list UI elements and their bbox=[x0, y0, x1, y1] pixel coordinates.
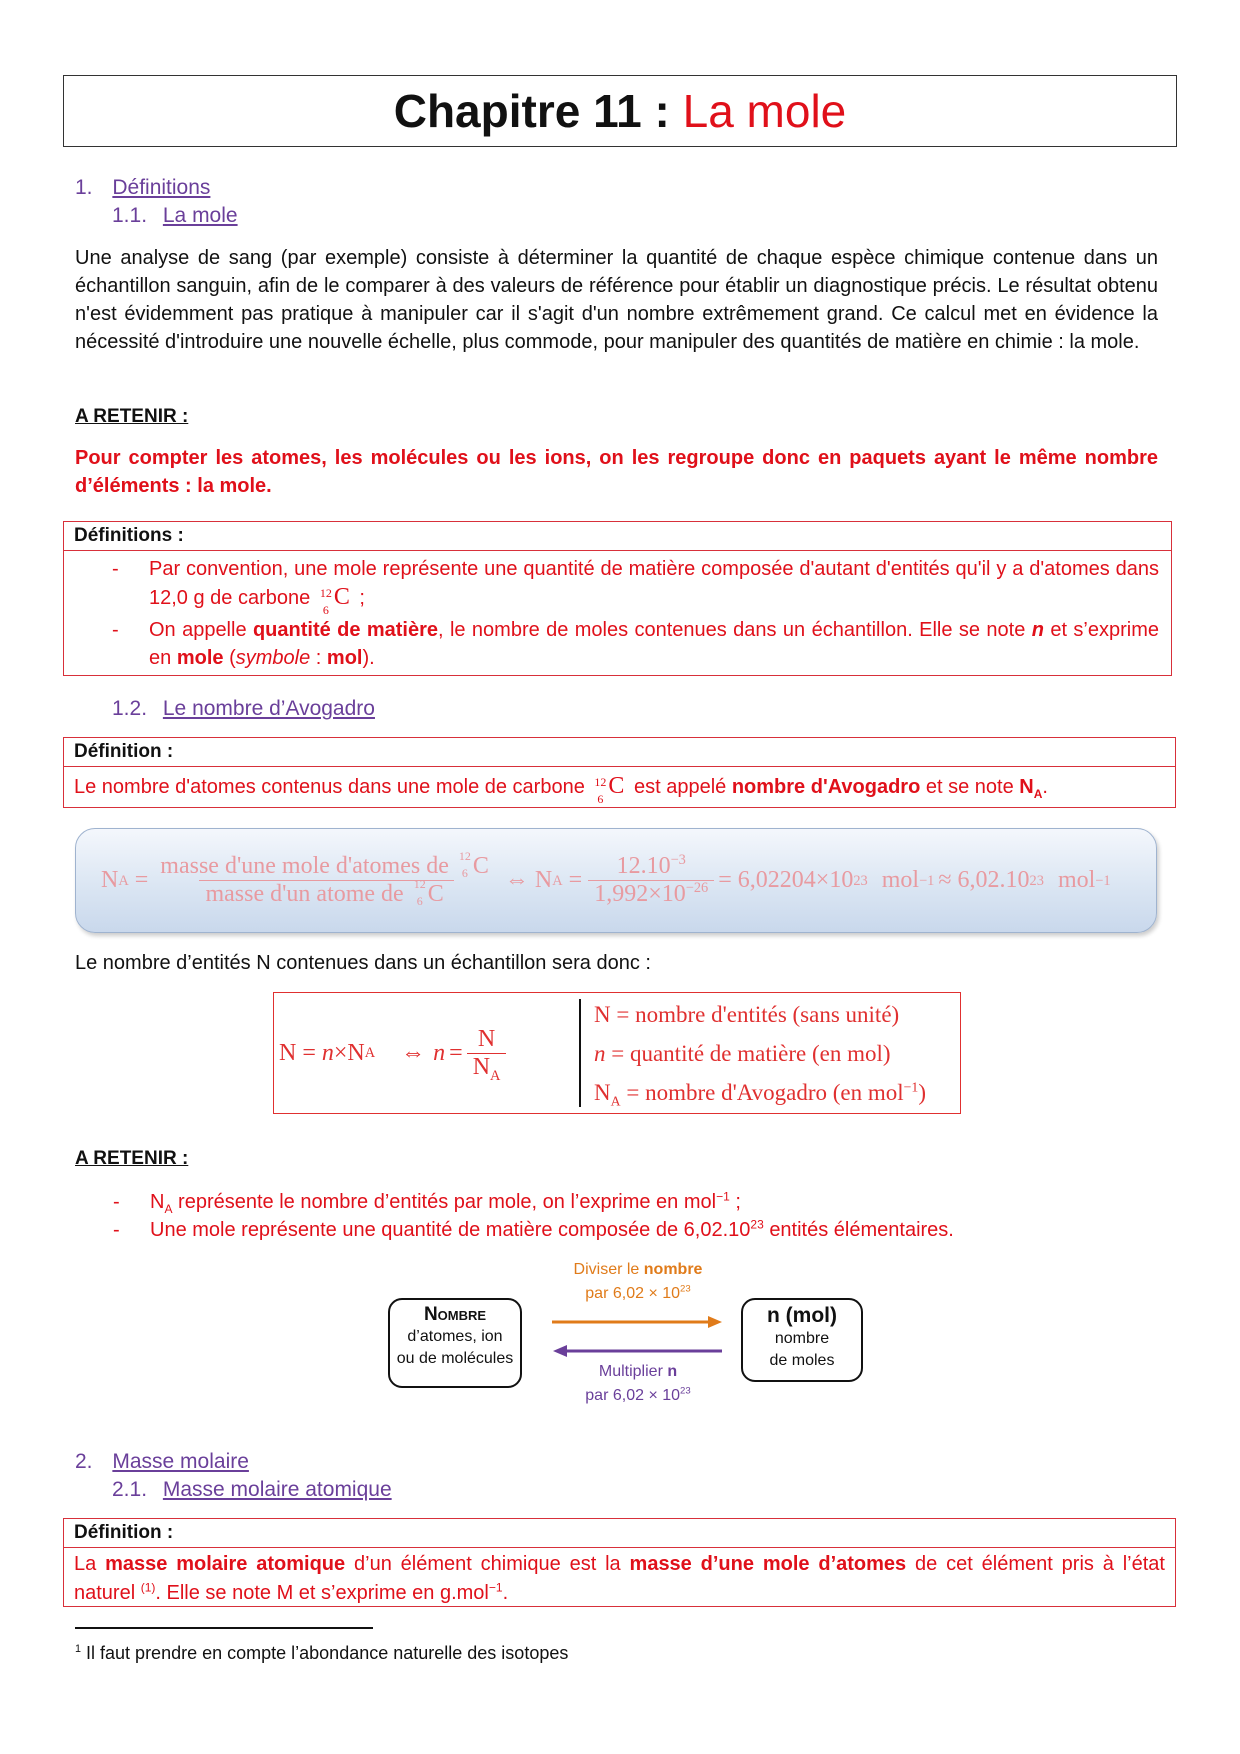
molar-mass-definition-text: La masse molaire atomique d’un élément chimique est la masse d’une mole d’atomes de cet élément pris à l’état naturel $^{(1)}$. Elle se note M et s’exprime en g.mol$^{-1}$. bbox=[74, 1553, 1165, 1604]
section-2-1-heading bbox=[112, 1478, 392, 1502]
definition-item-1: - Par convention, une mole représente une quantité de matière composée d'autant d'entités qu'il y a d'atomes dans 12,0 g de carbone 12 6 C ; bbox=[64, 555, 1171, 612]
legend-NA: $N_A$ = nombre d'Avogadro (en mol$^{-1}$) bbox=[594, 1079, 926, 1109]
formula-fraction-numeric: $\frac{12.10^{-3}}{1,992\times 10^{-26}}$ bbox=[588, 853, 714, 908]
retenir-label-2: A RETENIR : bbox=[75, 1148, 189, 1169]
section-1-link[interactable]: Définitions bbox=[112, 176, 211, 199]
avogadro-formula-banner bbox=[75, 828, 1157, 933]
term-quantite-de-matiere: quantité de matière bbox=[252, 619, 439, 641]
section-1-2-link[interactable]: Le nombre d’Avogadro bbox=[162, 697, 375, 720]
section-2-1-link[interactable]: Masse molaire atomique bbox=[162, 1478, 392, 1501]
title-topic: La mole bbox=[682, 85, 847, 137]
retenir-bullet-2: - Une mole représente une quantité de matière composée de 6,02.10$^{23}$ entités élémentaires. bbox=[113, 1217, 954, 1241]
section-1-heading bbox=[75, 176, 210, 200]
footnote-ref[interactable]: (1) bbox=[140, 1580, 156, 1595]
retenir-bullet-1: - $N_A$ représente le nombre d’entités par mole, on l’exprime en mol$^{-1}$ ; bbox=[113, 1189, 741, 1216]
retenir-bullets bbox=[63, 1188, 1163, 1244]
formula-fraction: masse d'une mole d'atomes de 12 6 C masse d'un atome de 12 6 C bbox=[160, 849, 489, 908]
definitions-heading: Définitions : bbox=[64, 522, 1171, 551]
definitions-box bbox=[63, 521, 1172, 676]
carbon-12-isotope: 12 6 C bbox=[319, 584, 350, 617]
avogadro-definition-box bbox=[63, 737, 1176, 808]
page-title bbox=[64, 76, 1176, 146]
intro-paragraph: Une analyse de sang (par exemple) consiste à déterminer la quantité de chaque espèce chimique contenue dans un échantillon sanguin, afin de le comparer à des valeurs de référence pour établir un diagnostique précis. Le résultat obtenu n'est évidemment pas pratique à manipuler car il s'agit d'un nombre extrêmement grand. Ce calcul met en évidence la nécessité d'introduire une nouvelle échelle, plus commode, pour manipuler des quantités de matière en chimie : la mole. bbox=[75, 247, 1158, 353]
section-number: 2.1. bbox=[112, 1478, 148, 1501]
retenir-statement: Pour compter les atomes, les molécules ou les ions, on les regroupe donc en paquets ayant le même nombre d’éléments : la mole. bbox=[75, 447, 1158, 497]
title-prefix: Chapitre 11 : bbox=[393, 85, 670, 137]
bullet-dash: - bbox=[112, 558, 119, 580]
avogadro-definition-heading: Définition : bbox=[64, 738, 1175, 767]
avogadro-formula: N A = masse d'une mole d'atomes de 12 6 C masse d'un atome de 12 6 C ⇔ N A = $\frac{12.10^{-3}}{1,992\times 10^{-26}}$ = 6,02204×10 23 mol −1 ≈ 6,02.10 23 mol −1 bbox=[101, 849, 1111, 908]
molar-mass-definition-box bbox=[63, 1518, 1176, 1607]
divide-label: Diviser le nombre par $6,02 \times 10^{23}$ bbox=[573, 1261, 703, 1302]
footnote-separator bbox=[75, 1627, 373, 1629]
number-of-entities-node: Nombre d’atomes, ion ou de molécules bbox=[388, 1298, 522, 1388]
legend-N: N = nombre d'entités (sans unité) bbox=[594, 1002, 900, 1027]
definition-item-2: - On appelle quantité de matière, le nombre de moles contenues dans un échantillon. Elle se note n et s’exprime en mole (symbole : mol). bbox=[64, 616, 1171, 672]
carbon-12-isotope: 12 6 C bbox=[594, 773, 625, 806]
legend-divider bbox=[579, 999, 581, 1107]
multiply-label: Multiplier n par $6,02 \times 10^{23}$ bbox=[585, 1363, 691, 1404]
molar-mass-definition-heading: Définition : bbox=[64, 1519, 1175, 1548]
section-number: 1. bbox=[75, 176, 93, 199]
section-2-heading bbox=[75, 1450, 249, 1474]
entities-legend bbox=[594, 995, 926, 1112]
moles-node: n (mol) nombre de moles bbox=[741, 1298, 863, 1382]
section-1-2-heading bbox=[112, 697, 375, 721]
section-number: 1.2. bbox=[112, 697, 148, 720]
bullet-dash: - bbox=[112, 619, 119, 641]
section-number: 2. bbox=[75, 1450, 93, 1473]
retenir-label: A RETENIR : bbox=[75, 406, 189, 427]
section-1-1-heading bbox=[112, 204, 238, 228]
footnote: $^1$ Il faut prendre en compte l’abondance naturelle des isotopes bbox=[75, 1643, 569, 1663]
section-1-1-link[interactable]: La mole bbox=[162, 204, 238, 227]
section-number: 1.1. bbox=[112, 204, 148, 227]
title-box bbox=[63, 75, 1177, 147]
divide-arrow-head bbox=[708, 1316, 722, 1328]
legend-n: n = quantité de matière (en mol) bbox=[594, 1041, 891, 1066]
entities-fraction: $\frac{N}{N_A}$ bbox=[467, 1026, 507, 1081]
definition-item-1-text: Par convention, une mole représente une quantité de matière composée d'autant d'entités qu'il y a d'atomes dans 12,0 g de carbone bbox=[149, 558, 1159, 609]
entities-intro: Le nombre d’entités N contenues dans un échantillon sera donc : bbox=[75, 952, 651, 974]
multiply-arrow-head bbox=[553, 1345, 567, 1357]
avogadro-definition-text: Le nombre d'atomes contenus dans une mole de carbone 12 6 C est appelé nombre d'Avogadro et se note $N_A$. bbox=[74, 773, 1048, 806]
entities-formula: N = n ×N A ⇔ n = $\frac{N}{N_A}$ bbox=[279, 993, 506, 1113]
entities-formula-box bbox=[273, 992, 961, 1114]
section-2-link[interactable]: Masse molaire bbox=[112, 1450, 249, 1473]
